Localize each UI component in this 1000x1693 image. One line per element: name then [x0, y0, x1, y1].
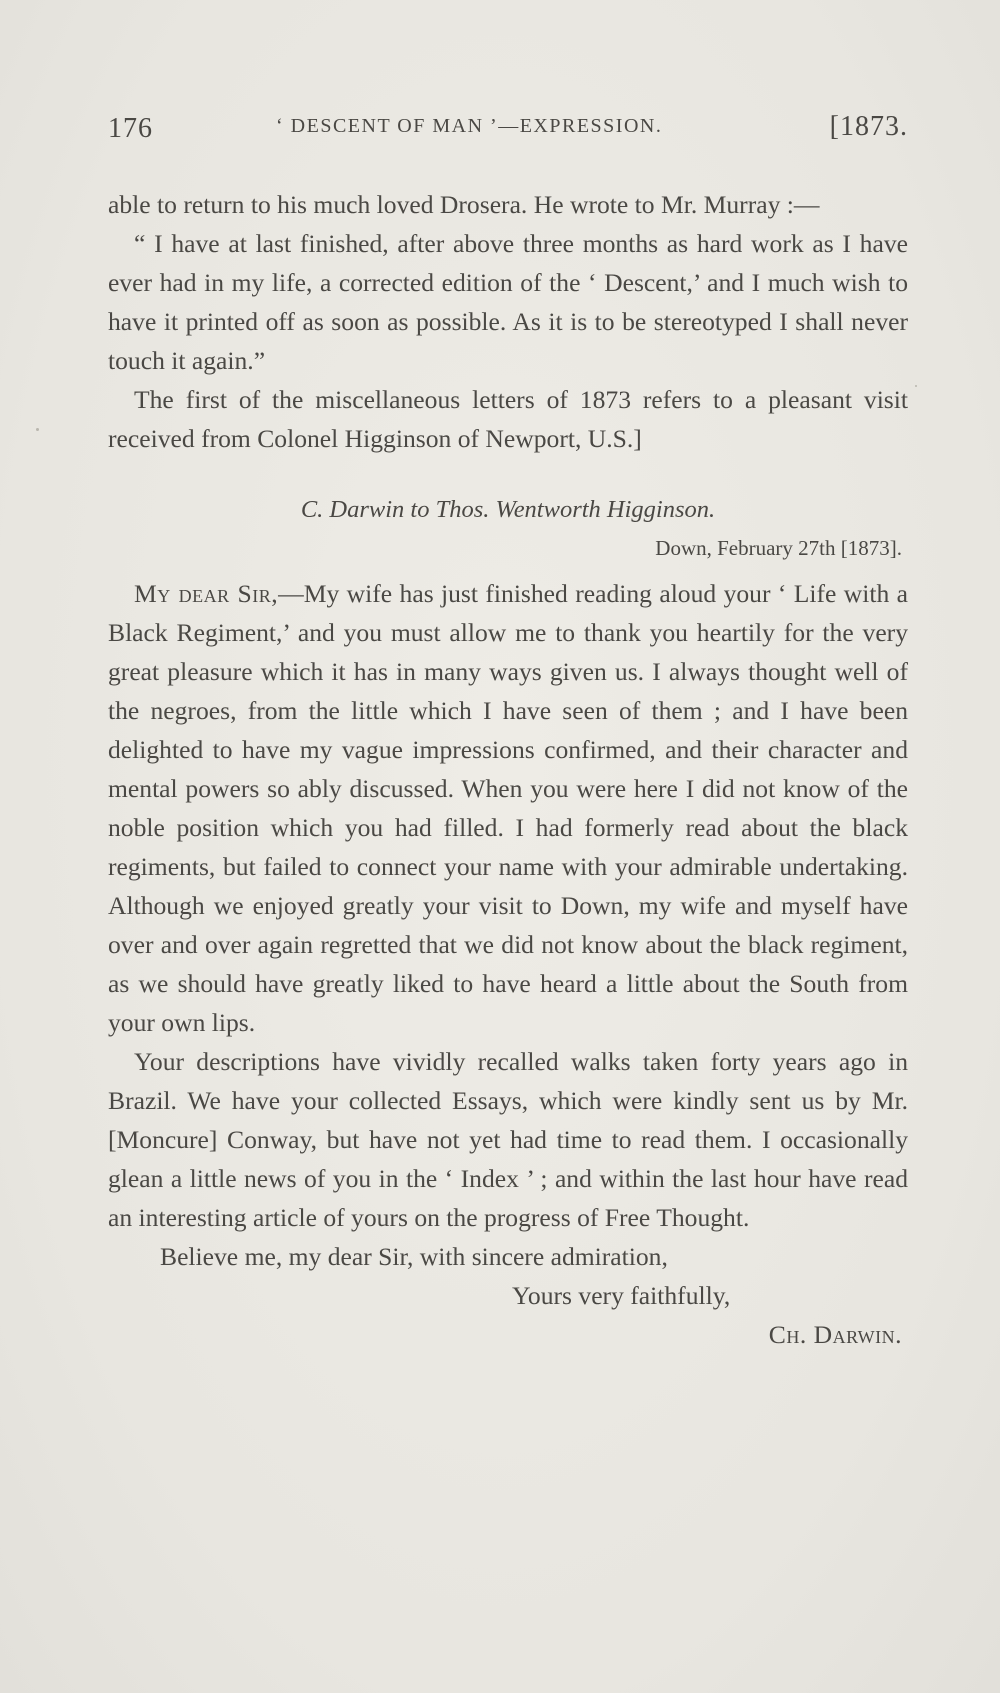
- letter-paragraph-1: [108, 574, 908, 1042]
- running-year: [1873.: [829, 111, 908, 142]
- letter-salutation: My dear Sir,: [134, 579, 279, 608]
- letter-paragraph-2: Your descriptions have vividly recalled walks taken forty years ago in Brazil. We have your collected Essays, which were kindly sent us by Mr. [Moncure] Conway, but have not yet had time to read them. I occasionally glean a little news of you in the ‘ Index ’ ; and within the last hour have read an interesting article of yours on the progress of Free Thought.: [108, 1047, 908, 1232]
- letter-date: Down, February 27th [1873].: [655, 536, 902, 560]
- paper-speck: [915, 385, 917, 387]
- intro-text: [108, 185, 908, 458]
- letter-closing: Believe me, my dear Sir, with sincere admiration,: [160, 1242, 668, 1271]
- running-title: ‘ DESCENT OF MAN ’—EXPRESSION.: [276, 115, 663, 137]
- letter-heading: C. Darwin to Thos. Wentworth Higginson.: [300, 496, 716, 523]
- letter-signature: Ch. Darwin.: [768, 1320, 902, 1349]
- running-header: [108, 105, 908, 145]
- intro-line: able to return to his much loved Drosera. He wrote to Mr. Murray :—: [108, 190, 820, 219]
- letter-body: [108, 574, 908, 1354]
- text-block: [108, 105, 908, 1354]
- letter-valediction: Yours very faithfully,: [512, 1281, 731, 1310]
- page-number: 176: [108, 113, 153, 144]
- letter-paragraph-1-text: —My wife has just finished reading aloud your ‘ Life with a Black Regiment,’ and you must allow me to thank you heartily for the very great pleasure which it has in many ways given us. I always thought well of the negroes, from the little which I have seen of them ; and I have been delighted to have my vague impressions confirmed, and their character and mental powers so ably discussed. When you were here I did not know of the noble position which you had filled. I had formerly read about the black regiments, but failed to connect your name with your admirable undertaking. Although we enjoyed greatly your visit to Down, my wife and myself have over and over again regretted that we did not know about the black regiment, as we should have greatly liked to have heard a little about the South from your own lips.: [108, 579, 909, 1037]
- editorial-paragraph: The first of the miscellaneous letters of 1873 refers to a pleasant visit received from Colonel Higginson of Newport, U.S.]: [108, 385, 908, 453]
- murray-quote: “ I have at last finished, after above three months as hard work as I have ever had in my life, a corrected edition of the ‘ Descent,’ and I much wish to have it printed off as soon as possible. As it is to be stereotyped I shall never touch it again.”: [108, 229, 908, 375]
- paper-speck: [36, 428, 39, 431]
